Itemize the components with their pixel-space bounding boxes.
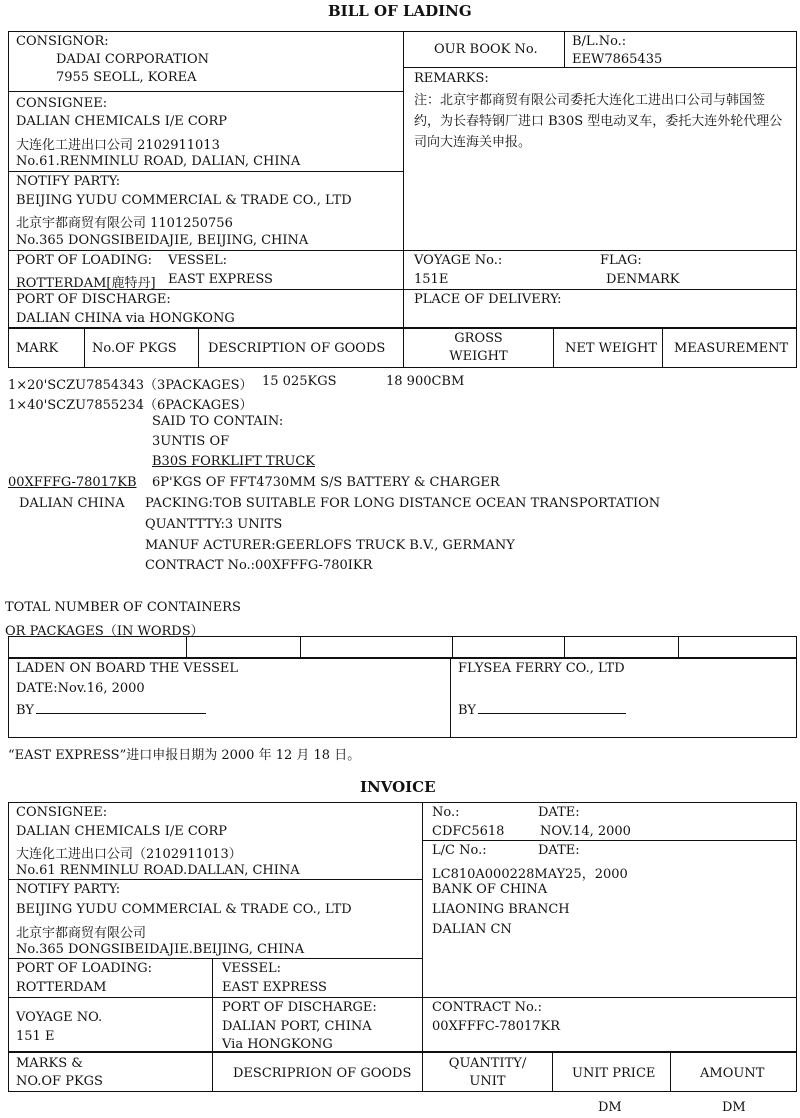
quantity-info: QUANTTTY:3 UNITS (145, 517, 283, 532)
carrier-by: BY (458, 701, 626, 718)
header-measurement: MEASUREMENT (674, 341, 789, 356)
inv-no-value: CDFC5618 (432, 824, 505, 839)
inv-port-loading-label: PORT OF LOADING: (16, 961, 152, 976)
place-delivery-label: PLACE OF DELIVERY: (414, 292, 562, 307)
header-mark: MARK (16, 341, 59, 356)
laden-date: DATE:Nov.16, 2000 (16, 681, 145, 696)
consignor-name: DADAI CORPORATION (56, 52, 209, 67)
consignor-label: CONSIGNOR: (16, 34, 109, 49)
consignee-name: DALIAN CHEMICALS I/E CORP (16, 114, 227, 129)
inv-contract-value: 00XFFFC-78017KR (432, 1019, 561, 1034)
header-net-weight: NET WEIGHT (565, 341, 658, 356)
lc-value: LC810A000228MAY25，2000 (432, 867, 628, 882)
units-of: 3UNTIS OF (152, 434, 230, 449)
inv-header-quantity: QUANTITY/ (448, 1056, 527, 1071)
inv-vessel-label: VESSEL: (222, 961, 281, 976)
container-1-weight: 15 025KGS (262, 374, 337, 389)
inv-port-discharge-value: DALIAN PORT, CHINA (222, 1019, 372, 1034)
vessel-value: EAST EXPRESS (168, 272, 273, 287)
inv-header-pkgs: NO.OF PKGS (16, 1074, 103, 1089)
lc-no-label: L/C No.: (432, 843, 487, 858)
flag-label: FLAG: (600, 253, 642, 268)
bank-city: DALIAN CN (432, 922, 512, 937)
our-book-label: OUR BOOK No. (434, 42, 538, 57)
inv-date-label: DATE: (538, 805, 580, 820)
inv-header-amount: AMOUNT (700, 1066, 765, 1081)
remarks-text: 注：北京宇都商贸有限公司委托大连化工进出口公司与韩国签约，为长春特钢厂进口 B30S 型电动叉车，委托大连外轮代理公司向大连海关申报。 (414, 93, 783, 150)
inv-header-unit-price: UNIT PRICE (572, 1066, 656, 1081)
lc-date-label: DATE: (538, 843, 580, 858)
total-packages-label: OR PACKAGES（IN WORDS） (5, 624, 204, 639)
voyage-label: VOYAGE No.: (414, 253, 503, 268)
signature-line[interactable] (36, 701, 206, 714)
bank-name: BANK OF CHINA (432, 882, 548, 897)
inv-contract-label: CONTRACT No.: (432, 1000, 543, 1015)
consignor-address: 7955 SEOLL, KOREA (56, 70, 197, 85)
said-to-contain: SAID TO CONTAIN: (152, 414, 284, 429)
packing-info: PACKING:TOB SUITABLE FOR LONG DISTANCE OCEAN TRANSPORTATION (145, 496, 661, 511)
inv-notify-name: BEIJING YUDU COMMERCIAL & TRADE CO., LTD (16, 902, 352, 917)
header-weight: WEIGHT (449, 349, 508, 364)
bol-title: BILL OF LADING (328, 2, 472, 20)
header-gross: GROSS (454, 331, 503, 346)
amount-currency: DM (722, 1100, 746, 1115)
inv-notify-cn: 北京宇都商贸有限公司 (16, 926, 147, 941)
inv-consignee-address: No.61 RENMINLU ROAD.DALLAN, CHINA (16, 863, 300, 878)
declaration-note: “EAST EXPRESS”进口申报日期为 2000 年 12 月 18 日。 (8, 748, 361, 763)
notify-label: NOTIFY PARTY: (16, 174, 121, 189)
consignee-address: No.61.RENMINLU ROAD, DALIAN, CHINA (16, 154, 301, 169)
battery-charger: 6P'KGS OF FFT4730MM S/S BATTERY & CHARGER (152, 475, 500, 490)
inv-no-label: No.: (432, 805, 460, 820)
bl-no-label: B/L.No.: (572, 34, 627, 49)
consignee-label: CONSIGNEE: (16, 96, 108, 111)
inv-consignee-cn: 大连化工进出口公司（2102911013） (16, 847, 242, 862)
forklift-truck: B30S FORKLIFT TRUCK (152, 454, 315, 469)
container-1-measure: 18 900CBM (386, 374, 465, 389)
inv-voyage-label: VOYAGE NO. (16, 1010, 103, 1025)
inv-notify-address: No.365 DONGSIBEIDAJIE.BEIJING, CHINA (16, 942, 305, 957)
consignee-name-cn: 大连化工进出口公司 2102911013 (16, 138, 220, 153)
bank-branch: LIAONING BRANCH (432, 902, 570, 917)
inv-notify-label: NOTIFY PARTY: (16, 882, 121, 897)
inv-voyage-value: 151 E (16, 1029, 55, 1044)
inv-port-discharge-label: PORT OF DISCHARGE: (222, 1000, 377, 1015)
unit-price-currency: DM (598, 1100, 622, 1115)
notify-name-cn: 北京宇都商贸有限公司 1101250756 (16, 216, 233, 231)
shipping-mark: 00XFFFG-78017KB (8, 475, 137, 490)
contract-info: CONTRACT No.:00XFFFG-780IKR (145, 558, 373, 573)
remarks-label: REMARKS: (414, 71, 489, 86)
inv-port-discharge-via: Via HONGKONG (222, 1037, 333, 1052)
vessel-label: VESSEL: (168, 253, 227, 268)
header-description: DESCRIPTION OF GOODS (208, 341, 386, 356)
inv-consignee-name: DALIAN CHEMICALS I/E CORP (16, 824, 227, 839)
inv-header-unit: UNIT (469, 1074, 506, 1089)
bl-no-value: EEW7865435 (572, 52, 663, 67)
port-discharge-label: PORT OF DISCHARGE: (16, 292, 171, 307)
inv-header-marks: MARKS & (16, 1056, 83, 1071)
port-discharge-value: DALIAN CHINA via HONGKONG (16, 311, 235, 326)
port-loading-value: ROTTERDAM[鹿特丹] (16, 276, 156, 291)
port-loading-label: PORT OF LOADING: (16, 253, 152, 268)
inv-consignee-label: CONSIGNEE: (16, 805, 108, 820)
notify-name: BEIJING YUDU COMMERCIAL & TRADE CO., LTD (16, 193, 352, 208)
inv-header-description: DESCRIPRION OF GOODS (233, 1066, 412, 1081)
mark-destination: DALIAN CHINA (19, 496, 125, 511)
container-2: 1×40'SCZU7855234（6PACKAGES） (8, 398, 253, 413)
carrier-signature-line[interactable] (478, 701, 626, 714)
laden-by: BY (16, 701, 206, 718)
invoice-title: INVOICE (360, 778, 436, 796)
inv-vessel-value: EAST EXPRESS (222, 980, 327, 995)
container-1: 1×20'SCZU7854343（3PACKAGES） (8, 378, 253, 393)
inv-port-loading-value: ROTTERDAM (16, 980, 107, 995)
manufacturer-info: MANUF ACTURER:GEERLOFS TRUCK B.V., GERMANY (145, 538, 515, 553)
voyage-value: 151E (414, 272, 449, 287)
inv-date-value: NOV.14, 2000 (540, 824, 631, 839)
laden-label: LADEN ON BOARD THE VESSEL (16, 661, 239, 676)
carrier-name: FLYSEA FERRY CO., LTD (458, 661, 625, 676)
notify-address: No.365 DONGSIBEIDAJIE, BEIJING, CHINA (16, 233, 309, 248)
flag-value: DENMARK (606, 272, 680, 287)
total-containers-label: TOTAL NUMBER OF CONTAINERS (5, 600, 241, 615)
header-pkgs: No.OF PKGS (92, 341, 177, 356)
